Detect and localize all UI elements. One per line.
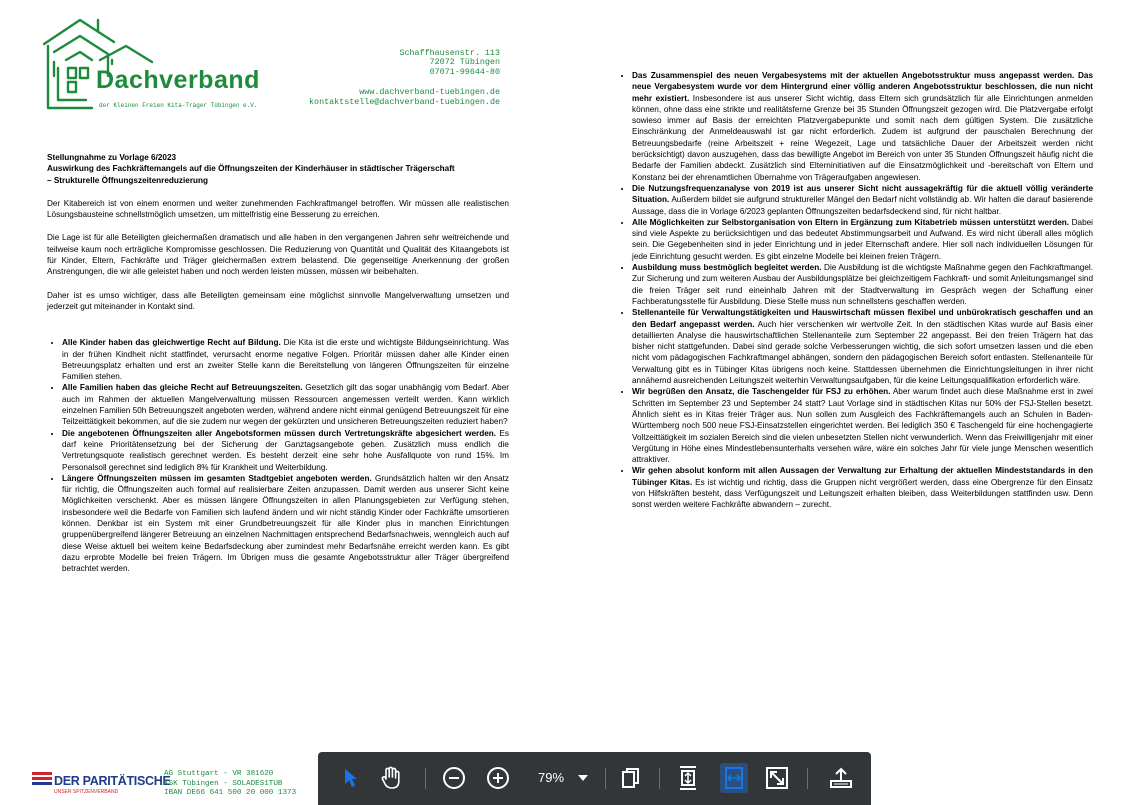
bullet-body: Die Kita ist die erste und wichtigste Bildungseinrichtung. Was in der frühen Kindheit nicht stattfindet, verursacht enorme negative Folgen. Prioritär müssen daher alle Kinder einen Betreuungsplatz erhalten und erst an zweiter Stelle kann die Bereitstellung von längeren Öffnungszeiten für einzelne Familien stehen. — [62, 338, 509, 382]
download-icon — [829, 767, 853, 789]
bullet-body: Aber warum findet auch diese Maßnahme erst in zwei Schritten im September 23 und September 24 statt? Laut Vorlage sind in städtischen Kitas nur 50% der FSJ-Stellen besetzt. Ähnlich sieht es in Kitas freier Träger aus. Nun sollen zum Ausgleich des Fachkräftemangels auch an Schulen in Baden-Württemberg noch 500 neue FSJ-Einsatzstellen eingerichtet werden. Bei lediglich 350 € Taschengeld für eine hochengagierte Vollzeittätigkeit im sozialen Bereich sind die vielen unbesetzten Stellen nicht verwunderlich. Wenn das Freiwilligenjahr mit einer Vergütung in Höhe eines Mindestlebensunterhalts versehen wäre, wäre ein solches Jahr für viele junge Menschen wesentlich attraktiver. — [632, 387, 1093, 465]
address-street: Schaffhausenstr. 113 — [399, 48, 500, 58]
bullet-lead: Ausbildung muss bestmöglich begleitet werden. — [632, 263, 822, 273]
footer-line: IBAN DE66 641 500 20 000 1373 — [164, 789, 297, 798]
toolbar-divider — [807, 768, 808, 789]
intro-paragraph-2: Die Lage ist für alle Beteiligten gleichermaßen dramatisch und alle haben in den vergangenen Jahren sehr weitreichende und teilweise kaum noch erträgliche Kompromisse geschlossen. Die Reduzierung von Quantität und Qualität des Kitaangebots ist für Kinder, Eltern, Fachkräfte und Träger gleichermaßen extrem belastend. Die gegenseitige Anerkennung der großen Anstrengungen, die wir alle geleistet haben und noch werden leisten müssen, müssen wir beibehalten. — [47, 233, 509, 277]
footer-registration — [164, 770, 296, 799]
bullet-lead: Wir begrüßen den Ansatz, die Taschengelder für FSJ zu erhöhen. — [632, 387, 891, 397]
list-item — [62, 473, 509, 575]
list-item — [632, 386, 1093, 465]
bullet-body: Es darf keine Prioritätensetzung bei der Sicherung der Ganztagsangebote geben. Zusätzlich muss endlich die Vertretungsquote realistisch gerechnet werden. Es besteht derzeit eine sehr hohe Ausfallquote von rund 15%. Im Personalsoll gerechnet sind lediglich 8% für Krankheit und Weiterbildung. — [62, 428, 509, 472]
bullet-body: Gesetzlich gilt das sogar unabhängig vom Bedarf. Aber auch im Rahmen der aktuellen Mangelverwaltung müssen Ressourcen angemessen verteilt werden. Kann wirklich einzelnen Familien 50h Betreuungszeit angeboten werden, während andere nicht einmal genügend Betreuungszeit für eine Teilzeittätigkeit bekommen, auf die sie zudem nur wegen der gekürzten und unsicheren Betreuungszeiten reduziert haben? — [62, 383, 509, 427]
bullet-list-left — [47, 337, 509, 574]
list-item — [632, 217, 1093, 262]
footer-line: KSK Tübingen - SOLADES1TUB — [164, 779, 283, 788]
intro-paragraph-1: Der Kitabereich ist von einem enormen und weiter zunehmenden Fachkraftmangel betroffen. Wir müssen alle realistischen Lösungsbausteine schnellstmöglich umsetzen, um mittelfristig eine Besserung zu erreichen. — [47, 198, 509, 220]
fullscreen-icon — [766, 767, 788, 789]
bullet-lead: Stellenanteile für Verwaltungstätigkeiten und Hauswirtschaft müssen flexibel und unbürokratisch geschaffen und an den Bedarf angepasst werden. — [632, 308, 1093, 329]
page-view-button[interactable] — [619, 763, 643, 793]
page-view-icon — [621, 767, 641, 789]
list-item — [632, 183, 1093, 217]
address-web: www.dachverband-tuebingen.de — [359, 87, 500, 98]
toolbar-divider — [605, 768, 606, 789]
fit-height-button[interactable] — [676, 763, 700, 793]
zoom-in-icon — [486, 766, 510, 790]
bullet-lead: Wir gehen absolut konform mit allen Aussagen der Verwaltung zur Erhaltung der aktuellen Mindeststandards in den Tübinger Kitas. — [632, 466, 1093, 487]
list-item — [62, 428, 509, 473]
toolbar-divider — [659, 768, 660, 789]
chevron-down-icon — [578, 775, 588, 781]
paritaet-name: DER PARITÄTISCHE — [54, 774, 171, 788]
address-city: 72072 Tübingen — [429, 57, 500, 68]
fit-width-icon — [723, 766, 745, 790]
fit-height-icon — [677, 765, 699, 791]
paritaet-logo-icon — [32, 771, 52, 785]
org-name: Dachverband — [96, 66, 260, 94]
bullet-lead: Alle Kinder haben das gleichwertige Recht auf Bildung. — [62, 338, 281, 348]
list-item — [62, 337, 509, 382]
bullet-lead: Das Zusammenspiel des neuen Vergabesystems mit der aktuellen Angebotsstruktur muss angepasst werden. Das neue Vergabesystem wurde vor dem Hintergrund einer völlig anderen Angebotsstruktur beschlossen, die nun nicht mehr existiert. — [632, 71, 1093, 103]
list-item — [62, 382, 509, 427]
list-item — [632, 262, 1093, 307]
paritaet-subtitle: UNSER SPITZENVERBAND — [54, 789, 119, 795]
zoom-level[interactable]: 79% — [538, 770, 565, 785]
list-item — [632, 307, 1093, 386]
zoom-in-button[interactable] — [485, 763, 511, 793]
document-title: Stellungnahme zu Vorlage 6/2023 — [47, 153, 177, 162]
zoom-out-icon — [442, 766, 466, 790]
pdf-toolbar — [318, 752, 871, 805]
document-subtitle: Auswirkung des Fachkräftemangels auf die Öffnungszeiten der Kinderhäuser in städtischer Trägerschaft — [47, 164, 455, 174]
bullet-body: Außerdem bildet sie aufgrund struktureller Mängel den Bedarf nicht vollständig ab. Wir halten die darauf basierende Aussage, dass die in Vorlage 6/2023 geplanten Öffnungszeiten bedarfsdeckend sind, für nicht haltbar. — [632, 195, 1093, 216]
zoom-dropdown-button[interactable] — [576, 763, 590, 793]
download-button[interactable] — [828, 763, 854, 793]
bullet-lead: Die Nutzungsfrequenzanalyse von 2019 ist aus unserer Sicht nicht aussagekräftig für die aktuell völlig veränderte Situation. — [632, 183, 1093, 205]
hand-pan-icon — [380, 766, 402, 790]
bullet-list-right — [617, 70, 1093, 511]
bullet-body: Es ist wichtig und richtig, dass die Gruppen nicht vergrößert werden, dass eine Obergrenze für den Einsatz von Hilfskräften besteht, dass Verfügungszeit und Leitungszeit erhalten bleiben, dass Weiterbildungen stattfinden usw. Denn sonst werden weitere Fachkräfte abwandern – zurecht. — [632, 477, 1093, 510]
address-phone: 07071-99644-80 — [429, 66, 500, 77]
bullet-body: Grundsätzlich halten wir den Ansatz für richtig, die Öffnungszeiten auch formal auf realisierbare Zeiten anzupassen. Damit werden aus unserer Sicht keine Möglichkeiten verschenkt. Aber es müssen längere Öffnungszeiten in allen Planungsgebieten zur Verfügung stehen, insbesondere weil die Bedarfe von Familien sich laufend ändern und wir nicht ständig Kinder oder Fachkräfte umsortieren können. Denkbar ist ein System mit einer Grundbetreuungszeit für alle Kinder plus in manchen Einrichtungen gruppenübergreifend längerer Betreuung an einzelnen Nachmittagen entsprechend Bedarfsnachweis, wenngleich auch auf diese Weise aktuell bei weitem keine Bedarfsdeckung aber zumindest mehr Bedarfsnähe erreicht werden kann. Es gibt dazu erprobte Modelle bei freien Trägern. Im Übrigen muss die gesamte Angebotsstruktur aller Träger übergreifend betrachtet werden. — [62, 473, 509, 574]
document-subtitle-2: – Strukturelle Öffnungszeitenreduzierung — [47, 175, 209, 185]
bullet-body: Auch hier verschenken wir wertvolle Zeit. In den städtischen Kitas wurde auf Basis einer detaillierten Analyse die hauswirtschaftlichen Stellenanteile zum September 22 angepasst. Bei den freien Trägern hat das bisher nicht stattgefunden. Dabei sind gerade solche Verbesserungen wichtig, die sich sofort umsetzen lassen und die eben nicht vom pädagogischen Fachkraftmangel abhängen, sondern den pädagogischen Bereich sofort entlasten. Stellenanteile für Verwaltung gibt es in Tübinger Kitas übrigens noch keine. Stattdessen übernehmen die Einrichtungsleitungen in ihrer nicht annähernd ausreichenden Leitungszeit weiterhin Verwaltungsaufgaben, für die keine Leitungsqualifikation erforderlich wäre. — [632, 319, 1093, 386]
address-block — [309, 49, 500, 107]
zoom-out-button[interactable] — [441, 763, 467, 793]
bullet-lead: Alle Möglichkeiten zur Selbstorganisation von Eltern in Ergänzung zum Kitabetrieb müssen unterstützt werden. — [632, 217, 1070, 227]
toolbar-divider — [425, 768, 426, 789]
bullet-body: Die Ausbildung ist die wichtigste Maßnahme gegen den Fachkraftmangel. Zur Sicherung und zum weiteren Ausbau der Ausbildungsplätze bei gleichzeitigem Fachkraft- und somit Anleitungsmangel sind die freien Träger seit rund eineinhalb Jahren mit der Stadtverwaltung im Gespräch wegen der Schaffung einer Fachberatungsstelle für Ausbildung. Diese Stelle muss nun schnellstens geschaffen werden. — [632, 263, 1093, 306]
org-subtitle: der Kleinen Freien Kita-Träger Tübingen e.V. — [99, 102, 258, 109]
fit-width-button[interactable] — [720, 763, 748, 793]
dachverband-logo — [40, 16, 260, 120]
list-item — [632, 465, 1093, 510]
bullet-body: Insbesondere ist aus unserer Sicht wichtig, dass Eltern sich grundsätzlich für alle Einrichtungen anmelden können, ohne dass eine strikte und realitätsferne Grenze bei 35 Stunden Öffnungszeit gezogen wird. Die Platzvergabe erfolgt sowieso immer auf Basis der erreichten Platzvergabepunkte und somit nach dem gültigen System. Die zusätzliche Einschränkung der Anmeldeauswahl ist gar nicht erforderlich. Zudem ist aufgrund der pauschalen Berechnung der Betreuungsbedarfe (reine Arbeitszeit + reine Wegezeit, Lage und tatsächliche Dauer der Arbeitszeit werden nicht berücksichtigt) davon auszugehen, dass das bewilligte Angebot im Bereich von unter 35 Stunden Öffnungszeit häufig nicht die Bedarfe der Familien abdeckt. Zusätzlich sind Elterninitiativen auf die Einsatzmöglichkeit und -bereitschaft von Eltern und Konstanz bei der ehrenamtlichen Übernahme von Trägeraufgaben angewiesen. — [632, 93, 1093, 182]
bullet-lead: Längere Öffnungszeiten müssen im gesamten Stadtgebiet angeboten werden. — [62, 473, 372, 483]
footer-line: AG Stuttgart - VR 381620 — [164, 770, 274, 778]
intro-paragraph-3: Daher ist es umso wichtiger, dass alle Beteiligten gemeinsam eine möglichst sinnvolle Mangelverwaltung umsetzen und jederzeit gut miteinander in Kontakt sind. — [47, 290, 509, 311]
bullet-lead: Die angebotenen Öffnungszeiten aller Angebotsformen müssen durch Vertretungskräfte abgesichert werden. — [62, 428, 497, 438]
list-item — [632, 70, 1093, 183]
bullet-lead: Alle Familien haben das gleiche Recht auf Betreuungszeiten. — [62, 383, 303, 393]
select-pointer-button[interactable] — [340, 763, 362, 793]
select-pointer-icon — [343, 768, 359, 788]
hand-pan-button[interactable] — [378, 763, 404, 793]
left-column — [47, 152, 509, 575]
address-email: kontaktstelle@dachverband-tuebingen.de — [309, 96, 500, 107]
bullet-body: Dabei sind viele Aspekte zu berücksichtigen und das bedeutet Abstimmungsarbeit und Aufwand. Es wird nicht überall alles möglich sein. Die Gegebenheiten sind in jeder Einrichtung und in jeder Elternschaft andere. Hier soll nach individuellen Lösungen für jede Einrichtung gesucht werden. Es gibt einzelne Modelle bei kleinen freien Trägern. — [632, 217, 1093, 261]
right-column — [617, 70, 1093, 511]
fullscreen-button[interactable] — [764, 763, 790, 793]
